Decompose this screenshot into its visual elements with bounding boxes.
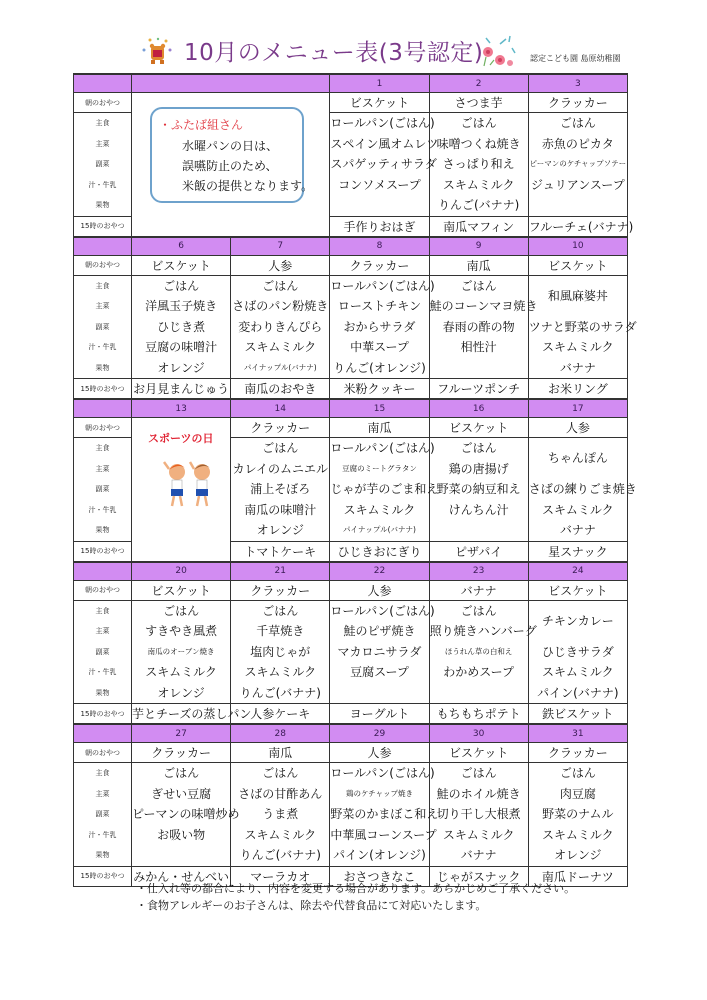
lunch-soup: 豆腐の味噌汁 [145,340,218,354]
lunch-soup: ジュリアンスープ [530,177,625,192]
lunch-cell [231,438,330,542]
row-label-fruit: 果物 [95,363,110,372]
morning-snack-cell: 人参 [528,418,627,438]
date-header-cell: 2 [429,74,528,93]
date-header-cell [132,74,330,93]
exercising-kids-icon [160,460,220,508]
lunch-cell [429,600,537,704]
lunch-main: 鮭のコーンマヨ焼き [429,299,538,313]
date-header-cell: 9 [429,237,528,256]
lunch-soup: スキムミルク [442,177,515,192]
afternoon-snack-cell: 鉄ビスケット [528,704,627,725]
morning-snack-cell: 南瓜 [429,255,528,275]
lunch-soup: 相性汁 [460,340,497,354]
date-header-cell: 14 [231,399,330,418]
row-label-staple: 主食 [95,769,110,777]
afternoon-snack-cell: ひじきおにぎり [330,541,429,562]
lunch-main: 洋風玉子焼き [145,299,218,313]
row-label-main-dish: 主菜 [95,789,110,798]
afternoon-snack-cell: もちもちポテト [429,704,528,725]
lunch-fruit: パイン(オレンジ) [333,848,426,862]
lunch-staple: ロールパン(ごはん) [330,116,435,130]
lunch-cell [330,438,439,542]
date-header-row [74,237,628,256]
lunch-row [74,600,628,704]
date-header-cell: 28 [231,724,330,743]
footer-notes [136,880,575,914]
date-header-cell: 15 [330,399,429,418]
row-label-staple: 主食 [95,606,110,615]
row-label-side-dish: 副菜 [95,647,110,656]
afternoon-snack-cell: お月見まんじゅう [132,379,231,400]
lunch-cell [231,600,330,704]
afternoon-snack-cell: 芋とチーズの蒸しパン [132,704,231,725]
afternoon-snack-cell: おさつきなこ [330,866,429,886]
date-header-cell: 22 [330,562,429,581]
lunch-main: 鮭のピザ焼き [343,624,416,638]
date-header-row [74,724,628,743]
lunch-side: ひじきサラダ [541,644,614,659]
lunch-main: さばのパン粉焼き [232,299,329,313]
footer-note-2: ・食物アレルギーのお子さんは、除去や代替食品にて対応いたします。 [136,899,487,912]
row-label-staple: 主食 [95,119,110,127]
row-label-staple: 主食 [95,444,110,452]
lunch-main: 鶏のケチャップ焼き [345,788,413,798]
morning-snack-cell: 南瓜 [330,418,429,438]
morning-snack-cell: クラッカー [231,418,330,438]
lunch-side: 野菜の納豆和え [436,482,521,496]
lunch-staple: ロールパン(ごはん) [330,603,435,618]
lunch-fruit: パイン(バナナ) [537,685,619,700]
lunch-soup: スキムミルク [244,340,317,354]
row-label-afternoon-snack: 15時のおやつ [74,866,132,886]
lunch-side: 浦上そぼろ [250,482,311,496]
lunch-side: 南瓜のオーブン焼き [147,646,215,656]
lunch-cell [330,275,435,379]
notice-box [150,107,314,203]
date-header-row [74,562,628,581]
morning-snack-row [74,580,628,600]
date-header-row [74,74,628,93]
date-header-cell: 3 [528,74,627,93]
lunch-staple: ごはん [163,603,200,618]
row-label-fruit: 果物 [95,201,110,209]
morning-snack-cell: ビスケット [132,255,231,275]
lunch-staple: ごはん [460,603,497,618]
morning-snack-cell: 南瓜 [231,743,330,763]
lunch-main: ぎせい豆腐 [151,786,212,801]
lunch-main: すきやき風煮 [145,624,218,638]
lunch-main: 鮭のホイル焼き [436,786,521,801]
lunch-fruit: オレンジ [554,848,602,862]
afternoon-snack-cell: 南瓜のおやき [231,379,330,400]
row-label-afternoon-snack: 15時のおやつ [74,541,132,562]
lunch-soup: わかめスープ [443,665,515,679]
notice-heading: ・ふたば組さん [159,118,244,132]
lunch-staple: ロールパン(ごはん) [330,278,435,293]
lunch-main: 千草焼き [256,624,305,638]
morning-snack-cell: ビスケット [528,255,627,275]
lunch-main: さばの甘酢あん [238,786,323,801]
lunch-staple: ごはん [262,603,299,618]
lunch-staple: ロールパン(ごはん) [330,766,435,780]
lunch-main: 肉豆腐 [559,786,596,801]
afternoon-snack-cell: 人参ケーキ [231,704,330,725]
row-label-side-dish: 副菜 [95,485,110,493]
date-header-cell: 13 [132,399,231,418]
afternoon-snack-cell: 米粉クッキー [330,379,429,400]
lunch-soup: お吸い物 [157,827,206,842]
lunch-side: 変わりきんぴら [238,319,323,334]
lunch-side: おからサラダ [343,319,416,334]
lunch-cell [528,113,627,217]
afternoon-snack-cell: 南瓜マフィン [429,216,528,237]
lunch-soup: コンソメスープ [338,177,421,192]
row-label-main-dish: 主菜 [95,302,110,310]
afternoon-snack-cell: ピザパイ [429,541,528,562]
date-header-cell: 20 [132,562,231,581]
lunch-fruit: パイナップル(バナナ) [343,525,416,534]
lunch-cell [429,275,538,379]
morning-snack-cell: ビスケット [429,418,528,438]
row-labels-lunch [74,275,132,379]
date-header-cell: 10 [528,237,627,256]
lunch-side: ほうれん草の白和え [444,646,513,656]
morning-snack-row [74,255,628,275]
morning-snack-cell: 人参 [231,255,330,275]
lunch-staple: ごはん [163,766,200,780]
lunch-side: じゃが芋のごま和え [330,482,439,496]
lunch-side: スパゲッティサラダ [330,157,437,171]
afternoon-snack-cell: 手作りおはぎ [330,216,429,237]
row-label-side-dish: 副菜 [95,322,110,331]
notice-line-1: 水曜パンの日は、 [182,139,279,153]
lunch-fruit [430,358,528,379]
lunch-cell [330,113,439,217]
row-labels-lunch [74,600,132,704]
lunch-main: 赤魚のピカタ [541,136,614,151]
notice-line-3: 米飯の提供となります。 [182,179,314,193]
lunch-cell [231,763,330,867]
afternoon-snack-cell: フルーツポンチ [429,379,528,400]
lunch-fruit: オレンジ [256,523,304,537]
row-labels-lunch [74,113,132,217]
lunch-staple: ごはん [460,116,497,130]
date-header-cell: 7 [231,237,330,256]
school-name: 認定こども園 島原幼稚園 [530,54,621,63]
date-header-cell: 17 [528,399,627,418]
lunch-fruit: バナナ [559,523,596,537]
lunch-soup: けんちん汁 [448,502,509,517]
page-title: 10月のメニュー表(3号認定) [184,40,484,66]
row-label-fruit: 果物 [95,851,110,859]
afternoon-snack-cell: フルーチェ(バナナ) [528,216,627,237]
morning-snack-cell: バナナ [429,580,528,600]
lunch-staple: ごはん [460,441,497,455]
lunch-fruit: バナナ [559,360,596,375]
lunch-soup: 中華スープ [350,340,409,354]
teddy-bear-icon [140,36,174,66]
row-label-soup-milk: 汁・牛乳 [88,343,117,351]
morning-snack-cell: 人参 [330,580,429,600]
afternoon-snack-cell: じゃがスナック [429,866,528,886]
row-label-main-dish: 主菜 [95,464,110,473]
flower-icon [474,34,520,68]
date-header-cell: 24 [528,562,627,581]
lunch-soup: スキムミルク [542,827,614,842]
lunch-soup: 豆腐スープ [350,665,409,679]
row-label-soup-milk: 汁・牛乳 [88,830,117,839]
morning-snack-cell: クラッカー [132,743,231,763]
row-label-side-dish: 副菜 [95,810,110,818]
date-header-cell: 31 [528,724,627,743]
row-label-fruit: 果物 [95,526,110,534]
date-header-cell: 23 [429,562,528,581]
lunch-row [74,275,628,379]
lunch-staple: ちゃんぽん [547,451,608,465]
lunch-cell [429,763,528,867]
row-labels-lunch [74,438,132,542]
row-label-morning-snack: 朝のおやつ [74,418,132,438]
afternoon-snack-row [74,379,628,400]
lunch-main: ローストチキン [337,299,422,313]
afternoon-snack-cell: お米リング [528,379,627,400]
lunch-row [74,763,628,867]
row-labels-lunch [74,763,132,867]
lunch-staple: ごはん [262,766,299,780]
lunch-side: ひじき煮 [157,319,206,334]
row-label-soup-milk: 汁・牛乳 [88,180,117,189]
afternoon-snack-cell: マーラカオ [231,866,330,886]
lunch-fruit: オレンジ [157,360,205,375]
lunch-main: カレイのムニエル [232,461,328,476]
row-label-afternoon-snack: 15時のおやつ [74,704,132,725]
row-label-soup-milk: 汁・牛乳 [88,505,117,514]
lunch-side: さっぱり和え [442,157,515,171]
row-label-morning-snack: 朝のおやつ [74,93,132,113]
lunch-cell [429,113,528,217]
row-label-staple: 主食 [95,281,110,290]
date-header-cell: 16 [429,399,528,418]
lunch-fruit [529,195,627,216]
lunch-cell [132,275,231,379]
lunch-fruit [430,683,528,704]
lunch-fruit: パイナップル(バナナ) [243,362,317,372]
lunch-cell [528,763,627,867]
date-header-blank [74,724,132,743]
date-header-blank [74,562,132,581]
afternoon-snack-cell: みかん・せんべい [132,866,231,886]
lunch-staple: ごはん [559,116,596,130]
row-label-fruit: 果物 [95,688,110,697]
footer-note-1: ・仕入れ等の都合により、内容を変更する場合があります。あらかじめご了承ください。 [136,882,576,895]
lunch-main: 照り焼きハンバーグ [429,624,537,638]
title-bar [140,34,700,70]
lunch-main: 味噌つくね焼き [436,136,521,151]
morning-snack-cell: さつま芋 [429,93,528,113]
morning-snack-cell: クラッカー [528,93,627,113]
morning-snack-cell: 人参 [330,743,429,763]
lunch-staple: ごはん [262,278,299,293]
lunch-main: スペイン風オムレツ [330,136,439,151]
morning-snack-cell: ビスケット [330,93,429,113]
date-header-cell: 29 [330,724,429,743]
morning-snack-row [74,743,628,763]
lunch-soup: スキムミルク [542,340,614,354]
lunch-soup: スキムミルク [244,827,317,842]
lunch-side: ツナと野菜のサラダ [528,319,637,334]
afternoon-snack-cell: 南瓜ドーナツ [528,866,627,886]
lunch-main: 豆腐のミートグラタン [342,463,417,473]
date-header-blank [74,399,132,418]
lunch-side: マカロニサラダ [337,644,422,659]
date-header-cell: 21 [231,562,330,581]
row-label-afternoon-snack: 15時のおやつ [74,379,132,400]
date-header-row [74,399,628,418]
date-header-blank [74,74,132,93]
lunch-soup: スキムミルク [542,502,614,517]
row-label-main-dish: 主菜 [95,627,110,635]
lunch-cell [231,275,330,379]
morning-snack-cell: ビスケット [132,580,231,600]
lunch-side: ピーマンの味噌炒め [132,807,240,821]
lunch-side: うま煮 [262,807,299,821]
date-header-cell: 30 [429,724,528,743]
lunch-fruit [330,195,428,216]
lunch-fruit: りんご(バナナ) [239,685,321,700]
lunch-side: 春雨の酢の物 [442,319,515,334]
lunch-fruit: りんご(バナナ) [239,848,321,862]
lunch-fruit [132,845,230,866]
afternoon-snack-cell: ヨーグルト [330,704,429,725]
row-label-morning-snack: 朝のおやつ [74,580,132,600]
morning-snack-cell: ビスケット [429,743,528,763]
lunch-side: 野菜のかまぼこ和え [330,807,439,821]
row-label-morning-snack: 朝のおやつ [74,743,132,763]
date-header-cell: 1 [330,74,429,93]
lunch-fruit [430,520,528,541]
morning-snack-cell: クラッカー [330,255,429,275]
lunch-cell [528,438,637,542]
lunch-staple: ごはん [460,278,497,293]
lunch-staple: ごはん [460,766,497,780]
date-header-cell: 6 [132,237,231,256]
lunch-cell [132,763,240,867]
lunch-staple: ごはん [559,766,596,780]
afternoon-snack-cell: トマトケーキ [231,541,330,562]
lunch-cell [528,600,627,704]
lunch-soup: スキムミルク [442,827,515,842]
lunch-fruit: りんご(バナナ) [437,198,520,212]
date-header-blank [74,237,132,256]
lunch-staple: ごはん [163,278,200,293]
morning-snack-cell: ビスケット [528,580,627,600]
row-label-soup-milk: 汁・牛乳 [88,668,117,676]
lunch-fruit [330,683,428,704]
lunch-soup: スキムミルク [343,502,416,517]
date-header-cell: 8 [330,237,429,256]
lunch-side: さばの練りごま焼き [528,482,637,496]
lunch-soup: スキムミルク [244,665,317,679]
lunch-fruit: りんご(オレンジ) [333,360,426,375]
lunch-fruit: オレンジ [157,685,205,700]
lunch-cell [528,275,637,379]
notice-line-2: 誤嚥防止のため、 [182,159,278,173]
lunch-staple: 和風麻婆丼 [547,288,608,303]
lunch-side: 野菜のナムル [542,807,614,821]
lunch-main: 鶏の唐揚げ [448,461,509,476]
lunch-cell [429,438,528,542]
date-header-cell: 27 [132,724,231,743]
lunch-staple: ロールパン(ごはん) [330,441,435,455]
lunch-staple: ごはん [262,441,299,455]
lunch-soup: スキムミルク [145,665,217,679]
lunch-side: 塩肉じゃが [250,644,311,659]
row-label-morning-snack: 朝のおやつ [74,255,132,275]
sports-day-label: スポーツの日 [148,432,214,445]
morning-snack-cell: クラッカー [528,743,627,763]
row-label-side-dish: 副菜 [95,160,110,168]
lunch-cell [132,600,231,704]
lunch-fruit: バナナ [460,848,497,862]
row-label-afternoon-snack: 15時のおやつ [74,216,132,237]
lunch-soup: スキムミルク [542,665,614,679]
morning-snack-cell: クラッカー [231,580,330,600]
lunch-side: ピーマンのケチャップソテー [529,159,627,168]
afternoon-snack-row [74,704,628,725]
lunch-cell [330,600,435,704]
row-label-main-dish: 主菜 [95,139,110,148]
lunch-side: 切り干し大根煮 [436,807,521,821]
lunch-staple: チキンカレー [541,613,614,628]
lunch-soup: 中華風コーンスープ [330,827,437,842]
lunch-soup: 南瓜の味噌汁 [244,502,317,517]
afternoon-snack-cell: 星スナック [528,541,627,562]
lunch-cell [330,763,439,867]
